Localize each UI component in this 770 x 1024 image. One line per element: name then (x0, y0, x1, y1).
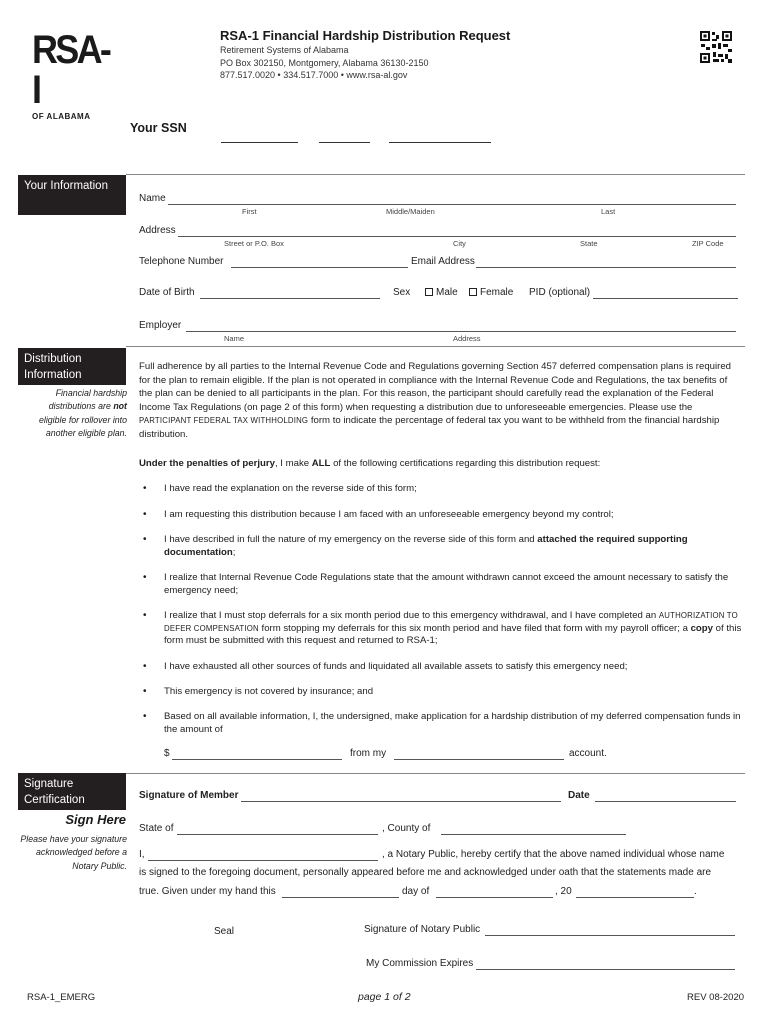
rollover-note-line: another eligible plan. (45, 428, 127, 439)
male-label: Male (436, 287, 458, 298)
telephone-label: Telephone Number (139, 256, 224, 267)
bullet: • (143, 483, 147, 494)
form-id: RSA-1_EMERG (27, 992, 96, 1003)
divider (126, 773, 745, 774)
org-address: PO Box 302150, Montgomery, Alabama 36130-2150 (220, 58, 429, 68)
rollover-note (14, 387, 127, 441)
year-prefix-label: , 20 (555, 886, 572, 897)
telephone-field[interactable] (231, 267, 408, 268)
ssn-group-field[interactable] (319, 142, 370, 143)
name-field[interactable] (168, 204, 736, 205)
month-field[interactable] (436, 897, 553, 898)
revision: REV 08-2020 (687, 992, 745, 1003)
male-checkbox[interactable] (425, 288, 433, 296)
email-field[interactable] (476, 267, 736, 268)
sex-male-option[interactable] (425, 287, 458, 298)
notary-signature-field[interactable] (485, 935, 735, 936)
county-field[interactable] (441, 834, 626, 835)
address-field[interactable] (178, 236, 736, 237)
cert-item-6: I have exhausted all other sources of funds and liquidated all available assets to satisfy this emergency need; (164, 661, 628, 672)
bullet: • (143, 610, 147, 621)
logo-mark: RSA-I (32, 28, 110, 112)
state-field[interactable] (177, 834, 378, 835)
rollover-note-line (14, 400, 127, 413)
cert-item-7: This emergency is not covered by insurance; and (164, 686, 374, 697)
ssn-serial-field[interactable] (389, 142, 491, 143)
cert-item-4: I realize that Internal Revenue Code Regulations state that the amount withdrawn cannot exceed the amount necessary to satisfy the emergency need; (164, 572, 729, 596)
county-of-label: , County of (382, 823, 431, 834)
cert-3-end: ; (232, 546, 236, 558)
member-signature-field[interactable] (241, 801, 561, 802)
address-zip-caption: ZIP Code (692, 239, 724, 248)
notary-note (14, 833, 127, 873)
name-first-caption: First (242, 207, 257, 216)
sex-label: Sex (393, 287, 411, 298)
qr-code-icon (699, 30, 733, 64)
employer-address-caption: Address (453, 334, 481, 343)
notary-signature-label: Signature of Notary Public (364, 924, 481, 935)
period: . (694, 886, 697, 897)
notary-cert-text: , a Notary Public, hereby certify that the above named individual whose name (382, 849, 725, 860)
cert-item-3 (164, 534, 744, 559)
notary-name-field[interactable] (148, 860, 378, 861)
female-label: Female (480, 287, 514, 298)
bullet: • (143, 711, 147, 722)
i-label: I, (139, 849, 145, 860)
cert-end: of the following certifications regarding this distribution request: (330, 458, 601, 469)
divider (126, 346, 745, 347)
cert-3-bold: attached the required supporting documentation (164, 534, 688, 558)
year-field[interactable] (576, 897, 694, 898)
given-label: true. Given under my hand this (139, 886, 276, 897)
rollover-note-line: Financial hardship (55, 388, 127, 398)
employer-label: Employer (139, 320, 182, 331)
cert-5-text: I realize that I must stop deferrals for a six month period due to this emergency withdrawal, and I have completed an (164, 610, 659, 621)
notary-note-line: Please have your signature (20, 834, 127, 844)
state-of-label: State of (139, 823, 174, 834)
account-label: account. (569, 748, 607, 759)
commission-expires-field[interactable] (476, 969, 735, 970)
divider (126, 174, 745, 175)
cert-item-2: I am requesting this distribution because I am faced with an unforeseeable emergency beyond my control; (164, 509, 614, 520)
rollover-note-not: not (113, 401, 127, 412)
day-of-label: day of (402, 886, 430, 897)
certification-intro (139, 457, 739, 471)
notary-statement-line: is signed to the foregoing document, personally appeared before me and acknowledged under oath that the statements made are (139, 867, 712, 878)
day-field[interactable] (282, 897, 399, 898)
date-field[interactable] (595, 801, 736, 802)
address-label: Address (139, 225, 176, 236)
regulations-paragraph (139, 360, 739, 442)
notary-note-line: Notary Public. (72, 860, 127, 871)
sex-female-option[interactable] (469, 287, 513, 298)
amount-field[interactable] (172, 759, 342, 760)
commission-expires-label: My Commission Expires (366, 958, 474, 969)
employer-field[interactable] (186, 331, 736, 332)
name-last-caption: Last (601, 207, 616, 216)
bullet: • (143, 661, 147, 672)
dob-label: Date of Birth (139, 287, 195, 298)
ssn-area-field[interactable] (221, 142, 298, 143)
your-information-heading: Your Information (18, 175, 126, 215)
female-checkbox[interactable] (469, 288, 477, 296)
notary-note-line: acknowledged before a (36, 847, 127, 858)
seal-label: Seal (214, 926, 235, 937)
withholding-form-name: PARTICIPANT FEDERAL TAX WITHHOLDING (139, 416, 309, 426)
date-label: Date (568, 790, 590, 801)
cert-5-end: of this form must be submitted with this request and returned to RSA-1; (164, 622, 742, 646)
email-label: Email Address (411, 256, 475, 267)
address-state-caption: State (580, 239, 598, 248)
signature-certification-heading: Signature Certification (18, 773, 126, 810)
cert-item-1: I have read the explanation on the reverse side of this form; (164, 483, 417, 494)
cert-mid: , I make (274, 458, 312, 469)
distribution-information-heading: Distribution Information (18, 348, 126, 385)
account-field[interactable] (394, 759, 564, 760)
cert-5-mid: form stopping my deferrals for this six month period and have filed that form with my payroll officer; a (258, 622, 691, 634)
employer-name-caption: Name (224, 334, 245, 343)
cert-item-8: Based on all available information, I, the undersigned, make application for a hardship distribution of my deferred compensation funds in the amount of (164, 711, 741, 735)
bullet: • (143, 534, 147, 545)
dollar-sign: $ (164, 748, 170, 759)
dob-field[interactable] (200, 298, 380, 299)
member-signature-label: Signature of Member (139, 790, 239, 801)
name-middle-caption: Middle/Maiden (386, 207, 435, 216)
form-title: RSA-1 Financial Hardship Distribution Request (220, 28, 511, 43)
address-street-caption: Street or P.O. Box (224, 239, 284, 248)
bullet: • (143, 572, 147, 583)
bullet: • (143, 686, 147, 697)
address-city-caption: City (453, 239, 466, 248)
cert-3-text: I have described in full the nature of my emergency on the reverse side of this form and (164, 534, 538, 545)
defer-form-name: AUTHORIZATION TO DEFER COMPENSATION (164, 611, 738, 633)
name-label: Name (139, 193, 166, 204)
para-text: Full adherence by all parties to the Internal Revenue Code and Regulations governing Section 457 deferred compensation plans is required for the plan to remain eligible. If the plan is not operated in compliance with the Internal Revenue Code and Regulations, the tax benefits of the plan can be denied to all participants in the plan. For this reason, the participant should carefully read the explanation of the Federal Income Tax Regulations (on page 2 of this form) when requesting a distribution due to unforeseeable emergencies. Please use the (139, 361, 731, 413)
cert-item-5 (164, 610, 744, 648)
logo-subtitle: OF ALABAMA (32, 112, 91, 121)
cert-5-copy: copy (690, 622, 713, 634)
page-number: page 1 of 2 (358, 991, 411, 1003)
cert-all: ALL (311, 458, 331, 469)
para-text-end: form to indicate the percentage of federal tax you want to be withheld from the financial hardship distribution. (139, 415, 720, 440)
rsa-logo (32, 28, 114, 121)
bullet: • (143, 509, 147, 520)
org-contact: 877.517.0020 • 334.517.7000 • www.rsa-al.gov (220, 70, 408, 80)
from-my-label: from my (350, 748, 387, 759)
perjury-text: Under the penalties of perjury (139, 458, 275, 469)
org-name: Retirement Systems of Alabama (220, 45, 349, 55)
pid-label: PID (optional) (529, 287, 591, 298)
sign-here-label: Sign Here (65, 812, 126, 827)
pid-field[interactable] (593, 298, 738, 299)
rollover-note-line: eligible for rollover into (38, 414, 127, 425)
ssn-label: Your SSN (130, 121, 187, 135)
rollover-note-text: distributions are (48, 401, 114, 412)
